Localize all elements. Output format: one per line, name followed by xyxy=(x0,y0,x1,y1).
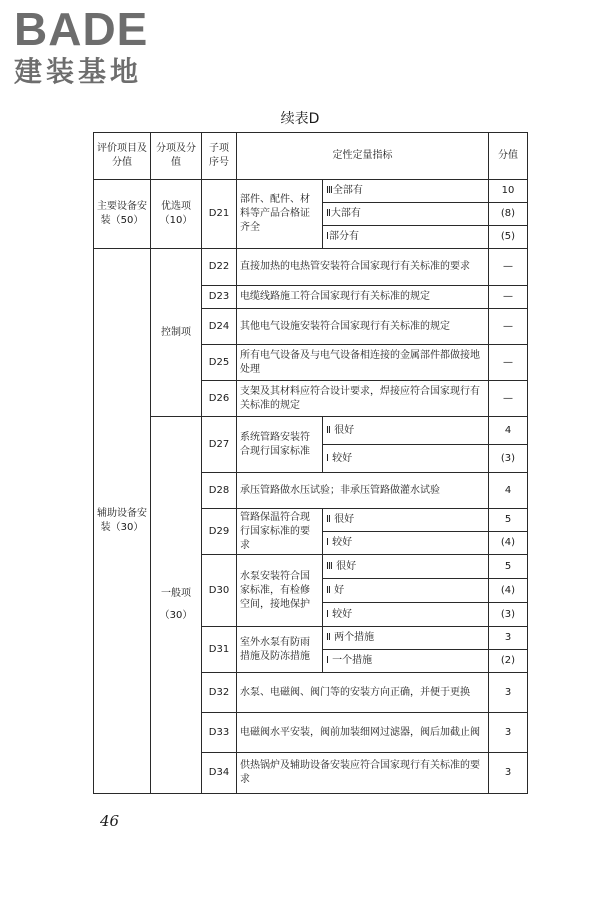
indicator-cell: 其他电气设施安装符合国家现行有关标准的规定 xyxy=(237,309,489,345)
level-cell: Ⅱ 好 xyxy=(323,579,489,603)
score-cell: 5 xyxy=(489,509,528,532)
level-cell: Ⅰ 较好 xyxy=(323,532,489,555)
level-cell: Ⅰ部分有 xyxy=(323,226,489,249)
level-cell: Ⅰ 较好 xyxy=(323,603,489,627)
score-cell: (3) xyxy=(489,603,528,627)
score-cell: 4 xyxy=(489,473,528,509)
code-cell: D22 xyxy=(202,249,237,286)
indicator-cell: 电磁阀水平安装，阀前加装细网过滤器，阀后加截止阀 xyxy=(237,713,489,753)
code-cell: D32 xyxy=(202,673,237,713)
code-cell: D34 xyxy=(202,753,237,794)
score-cell: (4) xyxy=(489,532,528,555)
indicator-cell: 所有电气设备及与电气设备相连接的金属部件都做接地处理 xyxy=(237,345,489,381)
score-cell: — xyxy=(489,249,528,286)
score-cell: 3 xyxy=(489,713,528,753)
header-row xyxy=(94,133,528,180)
code-cell: D27 xyxy=(202,417,237,473)
score-cell: 4 xyxy=(489,417,528,445)
main-item-cell: 主要设备安装（50） xyxy=(94,180,151,249)
subitem-cell: 控制项 xyxy=(151,249,202,417)
table-caption: 续表D xyxy=(280,111,320,127)
score-cell: 10 xyxy=(489,180,528,203)
code-cell: D24 xyxy=(202,309,237,345)
indicator-cell: 水泵安装符合国家标准，有检修空间，接地保护 xyxy=(237,555,323,627)
score-cell: 3 xyxy=(489,673,528,713)
page-number: 46 xyxy=(100,812,120,830)
score-cell: 3 xyxy=(489,627,528,650)
table-row xyxy=(94,249,528,286)
subitem-cell: 一般项（30） xyxy=(151,417,202,794)
level-cell: Ⅱ 很好 xyxy=(323,509,489,532)
level-cell: Ⅰ 一个措施 xyxy=(323,650,489,673)
header-code: 子项序号 xyxy=(202,133,237,180)
code-cell: D33 xyxy=(202,713,237,753)
header-subitem: 分项及分值 xyxy=(151,133,202,180)
score-cell: — xyxy=(489,309,528,345)
watermark-logo xyxy=(14,3,174,88)
score-cell: — xyxy=(489,286,528,309)
level-cell: Ⅱ大部有 xyxy=(323,203,489,226)
indicator-cell: 承压管路做水压试验；非承压管路做灌水试验 xyxy=(237,473,489,509)
code-cell: D25 xyxy=(202,345,237,381)
score-cell: — xyxy=(489,381,528,417)
indicator-cell: 电缆线路施工符合国家现行有关标准的规定 xyxy=(237,286,489,309)
main-item-cell: 辅助设备安装（30） xyxy=(94,249,151,794)
indicator-cell: 供热锅炉及辅助设备安装应符合国家现行有关标准的要求 xyxy=(237,753,489,794)
indicator-cell: 直接加热的电热管安装符合国家现行有关标准的要求 xyxy=(237,249,489,286)
score-cell: (4) xyxy=(489,579,528,603)
table-row xyxy=(94,417,528,445)
score-cell: (5) xyxy=(489,226,528,249)
code-cell: D30 xyxy=(202,555,237,627)
header-score: 分值 xyxy=(489,133,528,180)
header-indicator: 定性定量指标 xyxy=(237,133,489,180)
indicator-cell: 系统管路安装符合现行国家标准 xyxy=(237,417,323,473)
code-cell: D28 xyxy=(202,473,237,509)
score-cell: (3) xyxy=(489,445,528,473)
indicator-cell: 管路保温符合现行国家标准的要求 xyxy=(237,509,323,555)
level-cell: Ⅱ 很好 xyxy=(323,417,489,445)
score-cell: — xyxy=(489,345,528,381)
level-cell: Ⅰ 较好 xyxy=(323,445,489,473)
indicator-cell: 水泵、电磁阀、阀门等的安装方向正确，并便于更换 xyxy=(237,673,489,713)
score-cell: 5 xyxy=(489,555,528,579)
evaluation-table xyxy=(93,132,528,794)
code-cell: D21 xyxy=(202,180,237,249)
table-row xyxy=(94,180,528,203)
indicator-cell: 室外水泵有防雨措施及防冻措施 xyxy=(237,627,323,673)
indicator-cell: 支架及其材料应符合设计要求，焊接应符合国家现行有关标准的规定 xyxy=(237,381,489,417)
code-cell: D31 xyxy=(202,627,237,673)
header-item: 评价项目及分值 xyxy=(94,133,151,180)
level-cell: Ⅲ 很好 xyxy=(323,555,489,579)
indicator-cell: 部件、配件、材料等产品合格证齐全 xyxy=(237,180,323,249)
code-cell: D26 xyxy=(202,381,237,417)
level-cell: Ⅱ 两个措施 xyxy=(323,627,489,650)
score-cell: 3 xyxy=(489,753,528,794)
watermark-sub: 建装基地 xyxy=(14,55,143,88)
code-cell: D23 xyxy=(202,286,237,309)
subitem-cell: 优选项（10） xyxy=(151,180,202,249)
score-cell: (8) xyxy=(489,203,528,226)
score-cell: (2) xyxy=(489,650,528,673)
watermark-main: BADE xyxy=(14,3,149,55)
level-cell: Ⅲ全部有 xyxy=(323,180,489,203)
code-cell: D29 xyxy=(202,509,237,555)
